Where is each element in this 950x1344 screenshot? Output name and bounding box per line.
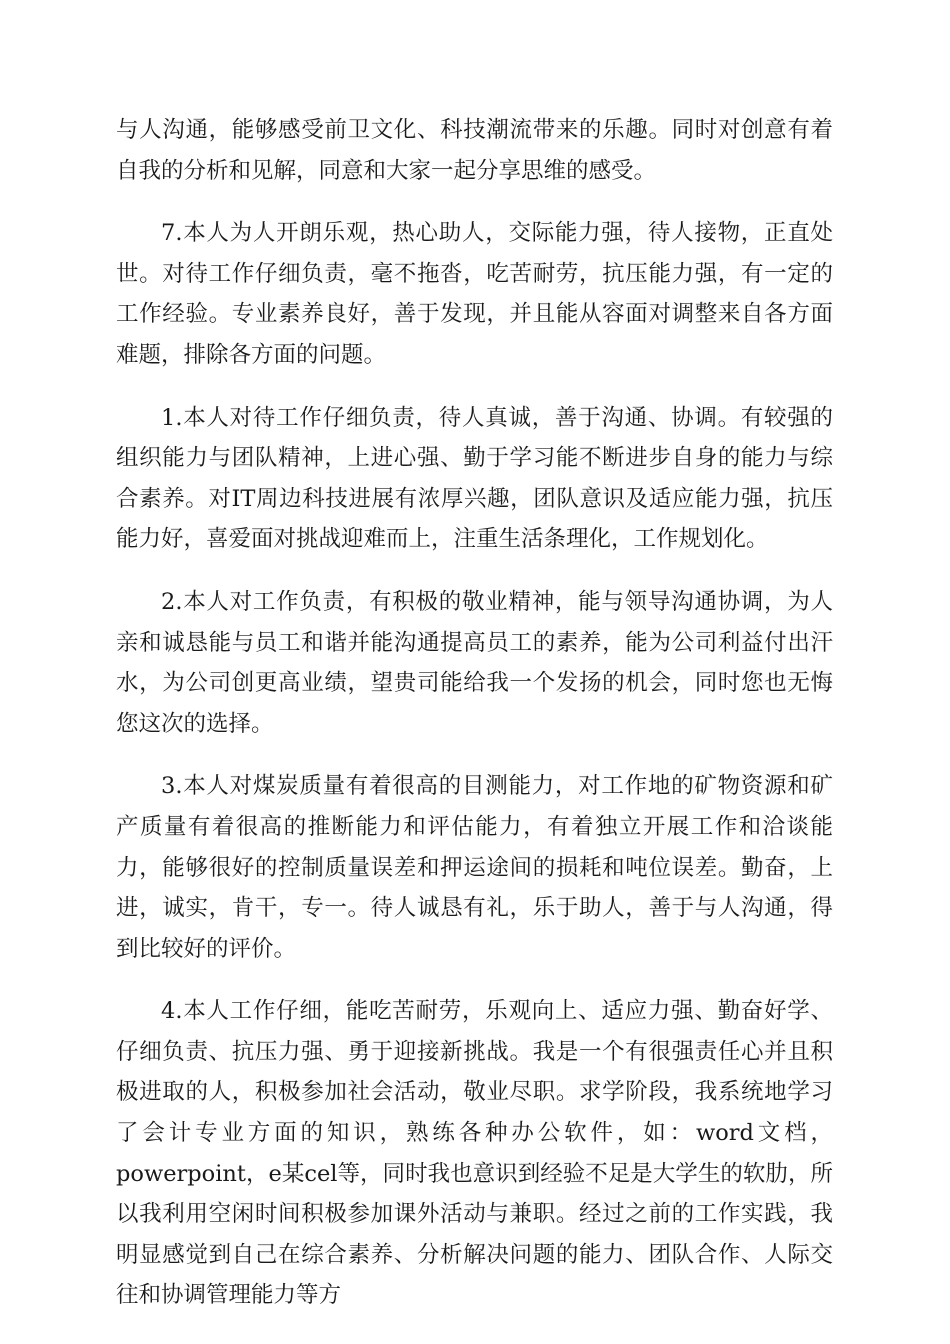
paragraph-item-7: 7.本人为人开朗乐观，热心助人，交际能力强，待人接物，正直处世。对待工作仔细负责，毫不拖沓，吃苦耐劳，抗压能力强，有一定的工作经验。专业素养良好，善于发现，并且能从容面对调整来自各方面难题，排除各方面的问题。 [116,220,833,368]
paragraph-continuation: 与人沟通，能够感受前卫文化、科技潮流带来的乐趣。同时对创意有着自我的分析和见解，同意和大家一起分享思维的感受。 [116,117,833,184]
paragraph-item-3: 3.本人对煤炭质量有着很高的目测能力，对工作地的矿物资源和矿产质量有着很高的推断能力和评估能力，有着独立开展工作和洽谈能力，能够很好的控制质量误差和押运途间的损耗和吨位误差。勤奋，上进，诚实，肯干，专一。待人诚恳有礼，乐于助人，善于与人沟通，得到比较好的评价。 [116,773,833,962]
paragraph-item-4: 4.本人工作仔细，能吃苦耐劳，乐观向上、适应力强、勤奋好学、仔细负责、抗压力强、勇于迎接新挑战。我是一个有很强责任心并且积极进取的人，积极参加社会活动，敬业尽职。求学阶段，我系统地学习了会计专业方面的知识，熟练各种办公软件，如：word文档，powerpoint，e某cel等，同时我也意识到经验不足是大学生的软肋，所以我利用空闲时间积极参加课外活动与兼职。经过之前的工作实践，我明显感觉到自己在综合素养、分析解决问题的能力、团队合作、人际交往和协调管理能力等方 [116,998,833,1309]
paragraph-item-2: 2.本人对工作负责，有积极的敬业精神，能与领导沟通协调，为人亲和诚恳能与员工和谐并能沟通提高员工的素养，能为公司利益付出汗水，为公司创更高业绩，望贵司能给我一个发扬的机会，同时您也无悔您这次的选择。 [116,588,833,737]
paragraph-item-1: 1.本人对待工作仔细负责，待人真诚，善于沟通、协调。有较强的组织能力与团队精神，上进心强、勤于学习能不断进步自身的能力与综合素养。对IT周边科技进展有浓厚兴趣，团队意识及适应能力强，抗压能力好，喜爱面对挑战迎难而上，注重生活条理化，工作规划化。 [116,404,833,553]
document-page [116,110,833,1338]
